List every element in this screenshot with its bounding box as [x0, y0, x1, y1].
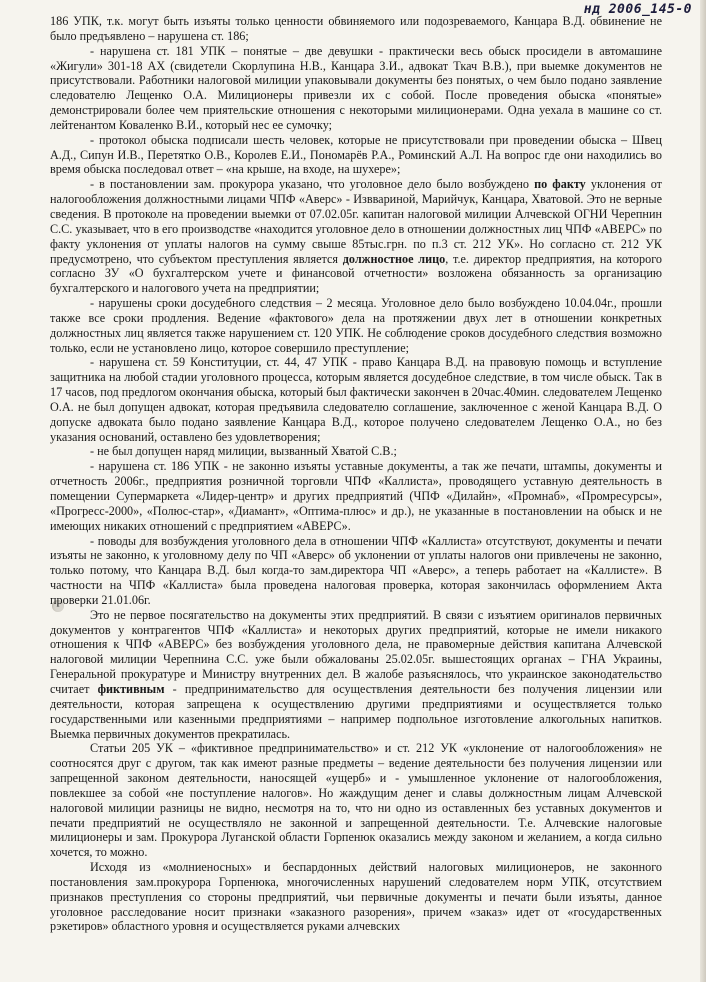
paragraph-7: - не был допущен наряд милиции, вызванный Хватой С.В.;	[90, 444, 397, 459]
archive-stamp: нд 2006_145-0	[583, 2, 692, 17]
paragraph-11: Статьи 205 УК – «фиктивное предпринимательство» и ст. 212 УК «уклонение от налогообложения» не соотносятся друг с другом, так как имеют разные предметы – ведение деятельности без получения лицензии или запрещенной законом деятельности, наносящей «ущерб» и - умышленное уклонение от налогообложения, повлекшее за собой «не поступление налогов». Но жаждущим денег и славы должностным лицам Алчевской налоговой милиции разницы не видно, несмотря на то, что ни одно из оставленных без уставных документов и печати предприятий не осуществляло не законной и запрещенной деятельности. Т.е. Алчевские налоговые милиционеры и зам. Прокурора Луганской области Горпенюк оказались между законом и желанием, а когда сильно хочется, то можно.	[50, 741, 662, 860]
document-body	[50, 14, 662, 934]
paragraph-1: 186 УПК, т.к. могут быть изъяты только ценности обвиняемого или подозреваемого, Канцара В.Д. обвинение не было предъявлено – нарушена ст. 186;	[50, 14, 662, 43]
paragraph-5: - нарушены сроки досудебного следствия – 2 месяца. Уголовное дело было возбуждено 10.04.04г., прошли также все сроки продления. Ведение «фактового» дела на протяжении двух лет в отношении конкретных должностных лиц является также нарушением ст. 120 УПК. Не соблюдение сроков досудебного следствия возможно только, если не установлено лицо, которое совершило преступление;	[50, 296, 662, 355]
paragraph-8: - нарушена ст. 186 УПК - не законно изъяты уставные документы, а так же печати, штампы, документы и отчетность 2006г., предприятия розничной торговли ЧПФ «Каллиста», проводящего уставную деятельность в помещении Супермаркета «Лидер-центр» и других предприятий (ЧПФ «Дилайн», «Промнаб», «Промресурсы», «Прогресс-2000», «Полюс-стар», «Диамант», «Оптима-плюс» и др.), не указанные в постановлении на обыск и не имеющих никаких отношений с предприятием «АВЕРС».	[50, 459, 662, 533]
paragraph-9: - поводы для возбуждения уголовного дела в отношении ЧПФ «Каллиста» отсутствуют, документы и печати изъяты не законно, к уголовному делу по ЧП «Аверс» об уклонении от уплаты налогов они привлечены не законно, только потому, что Канцара В.Д. был когда-то зам.директора ЧП «Аверс», а теперь работает на «Каллисте». В частности на ЧПФ «Каллиста» была проведена налоговая проверка, которая закончилась оформлением Акта проверки 21.01.06г.	[50, 533, 662, 607]
emphasis: фиктивным	[97, 681, 165, 696]
paragraph-4: - в постановлении зам. прокурора указано, что уголовное дело было возбуждено по факту уклонения от налогообложения должностными лицами ЧПФ «Аверс» - Изввариной, Марийчук, Канцара, Хватовой. Это не верные сведения. В протоколе на проведении выемки от 07.02.05г. капитан налоговой милиции Алчевской ОГНИ Черепнин С.С. указывает, что в его производстве «находится уголовное дело в отношении должностных лиц ЧПФ «АВЕРС» по факту уклонения от уплаты налогов на сумму свыше 85тыс.грн. по п.3 ст. 212 УК». Но согласно ст. 212 УК предусмотрено, что субъектом преступления является должностное лицо, т.е. директор предприятия, на которого согласно ЗУ «О бухгалтерском учете и финансовой отчетности» возложена обязанность за организацию бухгалтерского и налогового учета на предприятии;	[50, 177, 662, 296]
paragraph-12: Исходя из «молниеносных» и беспардонных действий налоговых милиционеров, не законного постановления зам.прокурора Горпенюка, многочисленных нарушений следователем норм УПК, отсутствием признаков преступления со стороны предприятий, чьи первичные документы и печати были изъяты, данное уголовное расследование носит признаки «заказного разорения», причем «заказ» идет от «государственных рэкетиров» областного уровня и осуществляется руками алчевских	[50, 860, 662, 934]
page-edge-shadow	[700, 0, 706, 982]
emphasis: по факту	[534, 177, 586, 192]
paragraph-3: - протокол обыска подписали шесть человек, которые не присутствовали при проведении обыска – Швец А.Д., Сипун И.В., Перетятко О.В., Королев Е.И., Пономарёв Р.А., Роминский А.Л. На вопрос где они находились во время обыска последовал ответ – «на крыше, на входе, на шухере»;	[50, 132, 662, 177]
emphasis: должностное лицо	[342, 251, 446, 266]
paragraph-6: - нарушена ст. 59 Конституции, ст. 44, 47 УПК - право Канцара В.Д. на правовую помощь и вступление защитника на любой стадии уголовного процесса, которым является досудебное следствие, в том числе обыск. Так в 17 часов, под предлогом окончания обыска, который был фактически закончен в 20час.40мин. следователем Лещенко О.А. не был допущен адвокат, которая предъявила следователю соглашение, заключенное с женой Канцара В.Д. О допуске адвоката было подано заявление Канцара В.Д., которое получено следователем Лещенко О.А., но без указания оснований, оставлено без удовлетворения;	[50, 355, 662, 444]
paragraph-2: - нарушена ст. 181 УПК – понятые – две девушки - практически весь обыск просидели в автомашине «Жигули» 301-18 АХ (свидетели Скорлупина Н.В., Канцара З.И., адвокат Ткач В.В.), при выемке документов не присутствовали. Работники налоговой милиции упаковывали документы без понятых, о чем было подано заявление следователю Лещенко О.А. Милиционеры привезли их с собой. После проведения обыска «понятые» демонстрировали более чем приятельские отношения с некоторыми милиционерами. Одна уехала в машине со ст. лейтенантом Коваленко В.И., который нес ее сумочку;	[50, 43, 662, 132]
paragraph-10: Это не первое посягательство на документы этих предприятий. В связи с изъятием оригиналов первичных документов у контрагентов ЧПФ «Каллиста» и некоторых других предприятий, которые не имели никакого отношения к ЧПФ «АВЕРС» без возбуждения уголовного дела, не правомерные действия капитана Алчевской налоговой милиции Черепнина С.С. уже были обжалованы 25.02.05г. вышестоящих органах – ГНА Украины, Генеральной прокуратуре и Министру внутренних дел. В жалобе разъяснялось, что украинское законодательство считает фиктивным - предпринимательство для осуществления деятельности без получения лицензии или деятельности, которая запрещена к осуществлению другими предприятиями и осуществляется только государственными или казенными предприятиями – например подпольное изготовление алкогольных напитков. Выемка первичных документов прекратилась.	[50, 607, 662, 741]
